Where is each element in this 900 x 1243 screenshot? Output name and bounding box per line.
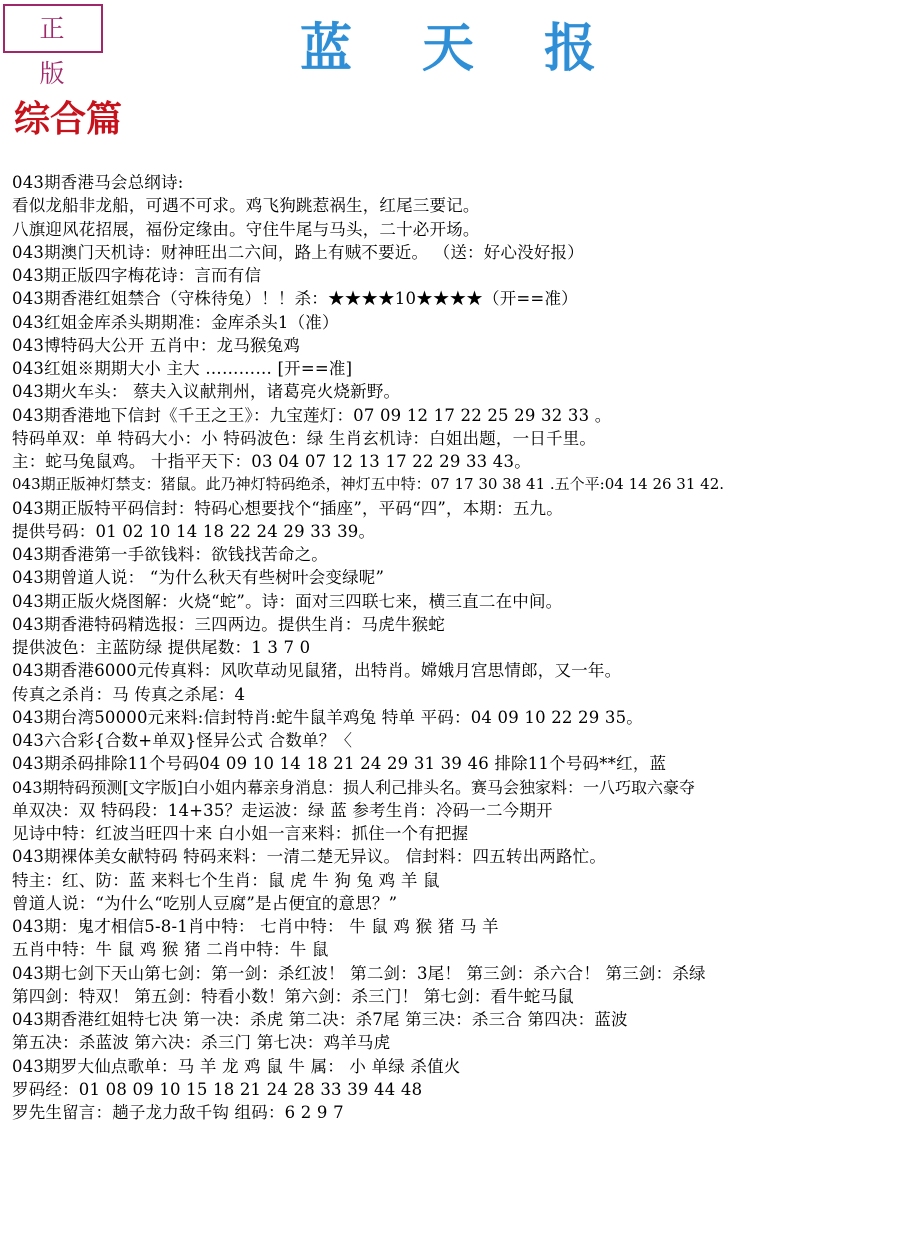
text-line: 043期正版火烧图解：火烧“蛇”。诗：面对三四联七来，横三直二在中间。: [12, 591, 563, 611]
text-line: 043期香港红姐特七决 第一决：杀虎 第二决：杀7尾 第三决：杀三合 第四决：蓝波: [12, 1010, 628, 1029]
text-line: 043期特码预测[文字版]白小姐内幕亲身消息：损人利己排头名。赛马会独家料：一八巧取六豪夺: [12, 777, 696, 797]
text-line: 043期七剑下天山第七剑：第一剑：杀红波！ 第二剑：3尾！ 第三剑：杀六合！ 第三剑：杀绿: [12, 963, 706, 983]
text-line: 043期台湾50000元来料:信封特肖:蛇牛鼠羊鸡兔 特单 平码：04 09 10 22 29 35。: [12, 707, 643, 727]
text-line: 043期正版神灯禁支：猪鼠。此乃神灯特码绝杀，神灯五中特：07 17 30 38 41 .五个平:04 14 26 31 42.: [12, 475, 725, 494]
section-title: 综合篇: [14, 98, 123, 140]
text-line: 043期香港红姐禁合（守株待兔）！！杀：★★★★10★★★★（开==准）: [12, 289, 578, 309]
text-line: 043期罗大仙点歌单：马 羊 龙 鸡 鼠 牛 属： 小 单绿 杀值火: [12, 1056, 461, 1076]
text-line: 043期香港地下信封《千王之王》：九宝莲灯：07 09 12 17 22 25 29 32 33 。: [12, 405, 612, 425]
text-line: 043期香港6000元传真料：风吹草动见鼠猪，出特肖。嫦娥月宫思情郎，又一年。: [12, 661, 622, 681]
text-line: 043期曾道人说： “为什么秋天有些树叶会变绿呢”: [12, 568, 385, 588]
text-line: 043博特码大公开 五肖中：龙马猴兔鸡: [12, 335, 301, 355]
newspaper-title: 蓝天报: [300, 18, 667, 79]
text-line: 043六合彩{合数+单双}怪异公式 合数单？〈: [12, 731, 353, 750]
text-line: 特主：红、防：蓝 来料七个生肖：鼠 虎 牛 狗 兔 鸡 羊 鼠: [12, 870, 440, 890]
text-line: 单双决：双 特码段：14+35？走运波：绿 蓝 参考生肖：冷码一二今期开: [12, 800, 553, 820]
text-line: 043期：鬼才相信5-8-1肖中特： 七肖中特： 牛 鼠 鸡 猴 猪 马 羊: [12, 917, 499, 936]
text-line: 提供号码：01 02 10 14 18 22 24 29 33 39。: [12, 521, 376, 541]
text-line: 043红姐※期期大小 主大 ………… [开==准]: [12, 359, 353, 378]
text-line: 五肖中特：牛 鼠 鸡 猴 猪 二肖中特：牛 鼠: [12, 940, 329, 960]
text-line: 043期正版特平码信封：特码心想要找个“插座”，平码“四”，本期：五九。: [12, 498, 563, 518]
text-line: 043期香港特码精选报：三四两边。提供生肖：马虎牛猴蛇: [12, 614, 445, 634]
text-line: 见诗中特：红波当旺四十来 白小姐一言来料：抓住一个有把握: [12, 824, 469, 843]
text-line: 第五决：杀蓝波 第六决：杀三门 第七决：鸡羊马虎: [12, 1033, 391, 1053]
content-lines: [12, 171, 900, 1124]
edition-badge: 正 版: [3, 4, 103, 53]
text-line: 曾道人说：“为什么“吃别人豆腐”是占便宜的意思？”: [12, 893, 398, 913]
text-line: 提供波色：主蓝防绿 提供尾数：1 3 7 0: [12, 638, 311, 657]
text-line: 043期澳门天机诗：财神旺出二六间，路上有贼不要近。 （送：好心没好报）: [12, 242, 584, 262]
text-line: 特码单双：单 特码大小：小 特码波色：绿 生肖玄机诗：白姐出题，一日千里。: [12, 428, 597, 448]
text-line: 043期杀码排除11个号码04 09 10 14 18 21 24 29 31 39 46 排除11个号码**红，蓝: [12, 754, 667, 774]
text-line: 看似龙船非龙船，可遇不可求。鸡飞狗跳惹祸生，红尾三要记。: [12, 196, 480, 216]
text-line: 第四剑：特双！ 第五剑：特看小数！第六剑：杀三门！ 第七剑：看牛蛇马鼠: [12, 986, 574, 1006]
text-line: 罗码经：01 08 09 10 15 18 21 24 28 33 39 44 48: [12, 1079, 423, 1099]
text-line: 043期香港马会总纲诗:: [12, 173, 184, 192]
text-line: 罗先生留言：趟子龙力敌千钩 组码：6 2 9 7: [12, 1103, 344, 1122]
text-line: 043期香港第一手欲钱料：欲钱找苦命之。: [12, 545, 328, 564]
text-line: 043期火车头： 蔡夫入议献荆州，诸葛亮火烧新野。: [12, 382, 401, 402]
text-line: 043期裸体美女献特码 特码来料：一清二楚无异议。 信封料：四五转出两路忙。: [12, 847, 607, 867]
text-line: 八旗迎风花招展，福份定缘由。守住牛尾与马头，二十必开场。: [12, 219, 480, 239]
text-line: 传真之杀肖：马 传真之杀尾：4: [12, 684, 246, 704]
text-line: 043期正版四字梅花诗：言而有信: [12, 266, 262, 285]
text-line: 主：蛇马兔鼠鸡。 十指平天下：03 04 07 12 13 17 22 29 33 43。: [12, 452, 531, 471]
text-line: 043红姐金库杀头期期准：金库杀头1（准）: [12, 312, 339, 332]
